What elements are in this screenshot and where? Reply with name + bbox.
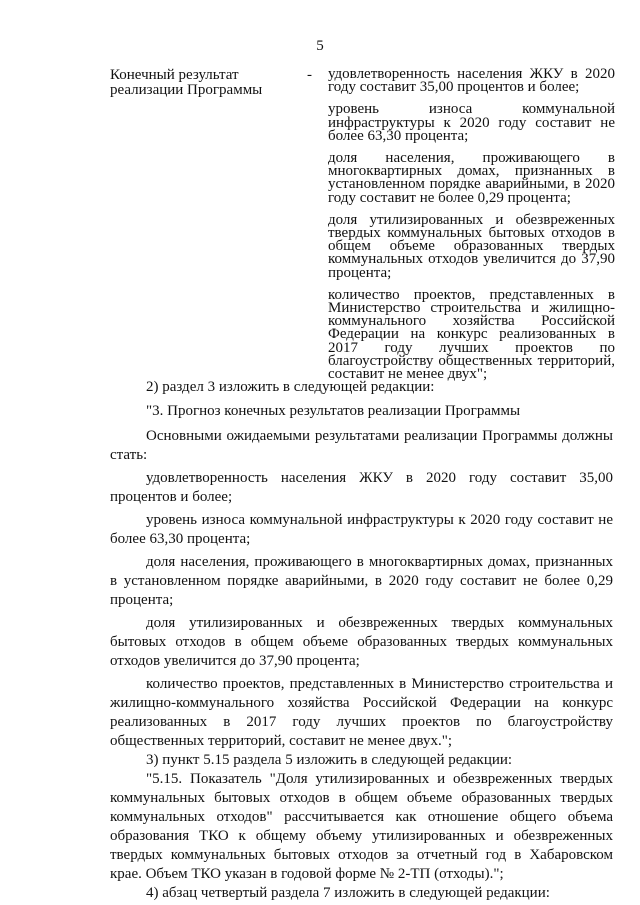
result-table-dash: -	[307, 67, 312, 83]
paragraph: уровень износа коммунальной инфраструктуры к 2020 году составит не более 63,30 процента;	[110, 512, 613, 547]
result-table-items	[328, 68, 615, 390]
result-item: доля утилизированных и обезвреженных твердых коммунальных бытовых отходов в общем объеме образованных твердых коммунальных отходов увеличится до 37,90 процента;	[328, 211, 615, 281]
body-text	[110, 378, 613, 903]
paragraph: "5.15. Показатель "Доля утилизированных и обезвреженных твердых коммунальных бытовых отходов в общем объеме образованных твердых коммунальных отходов" рассчитывается как отношение общего объема образования ТКО к общему объему утилизированных и обезвреженных твердых коммунальных бытовых отходов за отчетный год в Хабаровском крае. Объем ТКО указан в годовой форме № 2-ТП (отходы).";	[110, 771, 613, 882]
paragraph: 3) пункт 5.15 раздела 5 изложить в следующей редакции:	[146, 752, 513, 768]
section-heading: "3. Прогноз конечных результатов реализации Программы	[146, 403, 521, 419]
result-item: доля населения, проживающего в многоквартирных домах, признанных в установленном порядке аварийными, в 2020 году составит не более 0,29 процента;	[328, 150, 615, 206]
result-item: уровень износа коммунальной инфраструктуры к 2020 году составит не более 63,30 процента;	[328, 101, 615, 144]
paragraph: доля утилизированных и обезвреженных твердых коммунальных бытовых отходов в общем объеме образованных твердых коммунальных отходов увеличится до 37,90 процента;	[110, 615, 613, 669]
paragraph: доля населения, проживающего в многоквартирных домах, признанных в установленном порядке аварийными, в 2020 году составит не более 0,29 процента;	[110, 554, 613, 608]
paragraph: Основными ожидаемыми результатами реализации Программы должны стать:	[110, 428, 613, 463]
paragraph: удовлетворенность населения ЖКУ в 2020 году составит 35,00 процентов и более;	[110, 470, 613, 505]
result-item: количество проектов, представленных в Министерство строительства и жилищно-коммунального хозяйства Российской Федерации на конкурс реализованных в 2017 году лучших проектов по благоустройству общественных территорий, составит не менее двух";	[328, 286, 615, 383]
result-item: удовлетворенность населения ЖКУ в 2020 году составит 35,00 процентов и более;	[328, 66, 615, 96]
paragraph: 2) раздел 3 изложить в следующей редакции:	[146, 379, 435, 395]
paragraph: 4) абзац четвертый раздела 7 изложить в следующей редакции:	[146, 885, 550, 901]
result-table-label: Конечный результат реализации Программы	[110, 67, 263, 98]
paragraph: количество проектов, представленных в Министерство строительства и жилищно-коммунального хозяйства Российской Федерации на конкурс реализованных в 2017 году лучших проектов по благоустройству общественных территорий, составит не менее двух.";	[110, 676, 613, 749]
page-number: 5	[316, 38, 324, 54]
